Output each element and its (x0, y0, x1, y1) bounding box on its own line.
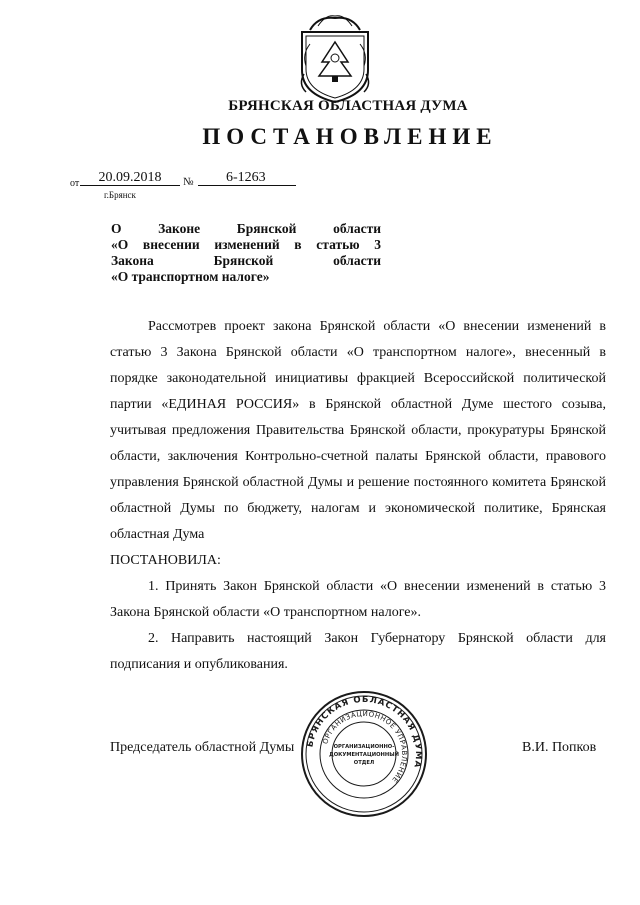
document-number: 6-1263 (198, 170, 296, 186)
signer-name: В.И. Попков (522, 740, 597, 755)
seal-inner-ring-text: ОРГАНИЗАЦИОННОЕ УПРАВЛЕНИЕ (321, 709, 409, 785)
subject-line: Закона Брянской области (111, 253, 381, 268)
seal-center-line: ОРГАНИЗАЦИОННО- (333, 744, 395, 750)
number-label: № (183, 176, 194, 188)
official-seal (300, 690, 428, 818)
org-name: БРЯНСКАЯ ОБЛАСТНАЯ ДУМА (228, 98, 468, 114)
coat-of-arms-emblem (296, 14, 374, 104)
resolved-heading: ПОСТАНОВИЛА: (110, 553, 221, 568)
subject-line: О Законе Брянской области (111, 221, 381, 236)
date-prefix-label: от (70, 178, 80, 189)
document-type: ПОСТАНОВЛЕНИЕ (202, 124, 498, 149)
seal-center-line: ДОКУМЕНТАЦИОННЫЙ (329, 752, 399, 758)
document-body (110, 314, 606, 678)
resolution-item: 2. Направить настоящий Закон Губернатору Брянской области для подписания и опубликования. (110, 631, 606, 672)
seal-outer-text: БРЯНСКАЯ ОБЛАСТНАЯ ДУМА (305, 694, 424, 770)
document-date: 20.09.2018 (80, 170, 180, 186)
subject-line: «О транспортном налоге» (111, 269, 270, 284)
resolution-item: 1. Принять Закон Брянской области «О внесении изменений в статью 3 Закона Брянской области «О транспортном налоге». (110, 579, 606, 620)
preamble-paragraph: Рассмотрев проект закона Брянской области «О внесении изменений в статью 3 Закона Брянской области «О транспортном налоге», внесенный в порядке законодательной инициативы фракцией Всероссийской политической партии «ЕДИНАЯ РОССИЯ» в Брянской областной Думе шестого созыва, учитывая предложения Правительства Брянской области, прокуратуры Брянской области, заключения Контрольно-счетной палаты Брянской области, правового управления Брянской областной Думы и решение постоянного комитета Брянской областной Думы по бюджету, налогам и экономической политике, Брянская областная Дума (110, 319, 606, 542)
document-subject (111, 221, 381, 285)
subject-line: «О внесении изменений в статью 3 (111, 237, 381, 252)
city-label: г.Брянск (104, 190, 136, 200)
seal-center-line: ОТДЕЛ (353, 760, 375, 766)
signer-title: Председатель областной Думы (110, 740, 295, 755)
